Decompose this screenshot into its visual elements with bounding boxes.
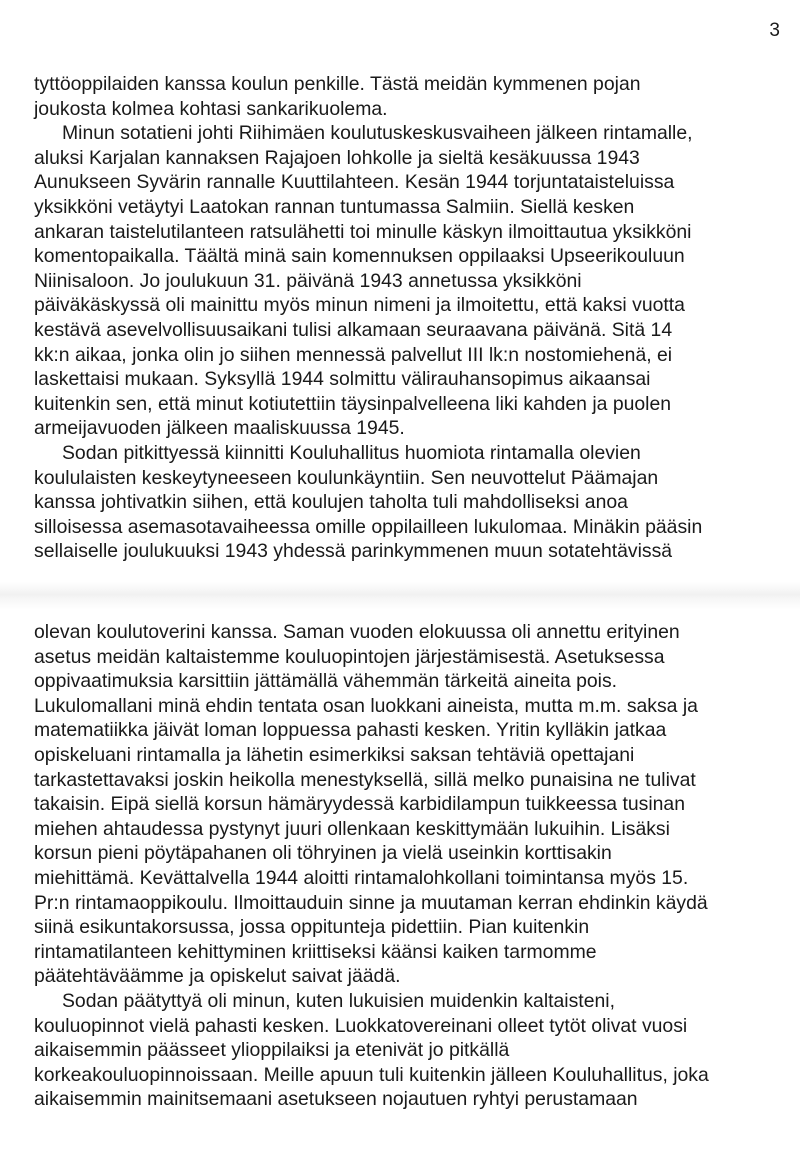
text-line: päätehtäväämme ja opiskelut saivat jäädä. [34, 965, 401, 988]
text-line: aikaisemmin päässeet ylioppilaiksi ja etenivät jo pitkällä [34, 1039, 510, 1062]
text-line: kanssa johtivatkin siihen, että koulujen taholta tuli mahdolliseksi anoa [34, 491, 628, 514]
text-line: Pr:n rintamaoppikoulu. Ilmoittauduin sinne ja muutaman kerran ehdinkin käydä [34, 891, 708, 914]
text-line: laskettaisi mukaan. Syksyllä 1944 solmittu välirauhansopimus aikaansai [34, 368, 651, 391]
text-line: siinä esikuntakorsussa, jossa oppitunteja pidettiin. Pian kuitenkin [34, 916, 590, 939]
text-line: matematiikka jäivät loman loppuessa pahasti kesken. Yritin kylläkin jatkaa [34, 719, 667, 742]
text-line: Lukulomallani minä ehdin tentata osan luokkani aineista, mutta m.m. saksa ja [34, 694, 698, 717]
text-line: päiväkäskyssä oli mainittu myös minun nimeni ja ilmoitettu, että kaksi vuotta [34, 294, 685, 317]
text-line: kestävä asevelvollisuusaikani tulisi alkamaan seuraavana päivänä. Sitä 14 [34, 318, 673, 341]
text-line: kouluopinnot vielä pahasti kesken. Luokkatovereinani olleet tytöt olivat vuosi [34, 1014, 688, 1037]
text-line: Aunukseen Syvärin rannalle Kuuttilahteen. Kesän 1944 torjuntataisteluissa [34, 171, 675, 194]
text-line: miehittämä. Kevättalvella 1944 aloitti rintamalohkollani toimintansa myös 15. [34, 866, 689, 889]
text-line: rintamatilanteen kehittyminen kriittiseksi käänsi kaiken tarmomme [34, 940, 597, 963]
text-line: tyttöoppilaiden kanssa koulun penkille. Tästä meidän kymmenen pojan [34, 73, 641, 95]
text-line: Niinisaloon. Jo joulukuun 31. päivänä 1943 annetussa yksikköni [34, 269, 582, 292]
text-line: korkeakouluopinnoissaan. Meille apuun tuli kuitenkin jälleen Kouluhallitus, joka [34, 1063, 709, 1086]
page-number: 3 [769, 20, 780, 41]
text-line: ankaran taistelutilanteen ratsulähetti toi minulle käskyn ilmoittautua yksikköni [34, 220, 692, 243]
text-line: Sodan pitkittyessä kiinnitti Kouluhallitus huomiota rintamalla olevien [62, 441, 641, 464]
text-line: asetus meidän kaltaistemme kouluopintojen järjestämisestä. Asetuksessa [34, 645, 665, 668]
text-line: olevan koulutoverini kanssa. Saman vuoden elokuussa oli annettu erityinen [34, 621, 680, 643]
text-line: kk:n aikaa, jonka olin jo siihen mennessä palvellut III lk:n nostomiehenä, ei [34, 343, 673, 366]
text-line: korsun pieni pöytäpahanen oli töhryinen ja vielä useinkin korttisakin [34, 842, 612, 865]
text-line: silloisessa asemasotavaiheessa omille oppilailleen lukulomaa. Minäkin pääsin [34, 515, 703, 538]
text-line: takaisin. Eipä siellä korsun hämäryydessä karbidilampun tuikkeessa tusinan [34, 793, 685, 816]
text-line: miehen ahtaudessa pystynyt juuri ollenkaan keskittymään lukuihin. Lisäksi [34, 817, 670, 840]
text-block-bottom [34, 620, 794, 1112]
text-line: Minun sotatieni johti Riihimäen koulutuskeskusvaiheen jälkeen rintamalle, [62, 122, 693, 145]
text-line: sellaiselle joulukuuksi 1943 yhdessä parinkymmenen muun sotatehtävissä [34, 540, 673, 563]
text-line: kuitenkin sen, että minut kotiutettiin täysinpalvelleena liki kahden ja puolen [34, 392, 672, 415]
text-line: aluksi Karjalan kannaksen Rajajoen lohkolle ja sieltä kesäkuussa 1943 [34, 146, 640, 169]
text-line: armeijavuoden jälkeen maaliskuussa 1945. [34, 417, 405, 440]
text-line: oppivaatimuksia karsittiin jättämällä vähemmän tärkeitä aineita pois. [34, 670, 618, 693]
page-fold [0, 582, 800, 610]
text-line: Sodan päätyttyä oli minun, kuten lukuisien muidenkin kaltaisteni, [62, 989, 615, 1012]
text-line: komentopaikalla. Täältä minä sain komennuksen oppilaaksi Upseerikouluun [34, 245, 685, 268]
text-line: tarkastettavaksi joskin heikolla menestyksellä, sillä melko punaisina ne tulivat [34, 768, 696, 791]
text-line: yksikköni vetäytyi Laatokan rannan tuntumassa Salmiin. Siellä kesken [34, 195, 635, 218]
text-line: aikaisemmin mainitsemaani asetukseen nojautuen ryhtyi perustamaan [34, 1088, 638, 1111]
text-line: opiskeluani rintamalla ja lähetin esimerkiksi saksan tehtäviä opettajani [34, 743, 635, 766]
text-block-top [34, 72, 794, 564]
text-line: joukosta kolmea kohtasi sankarikuolema. [34, 97, 388, 120]
text-line: koululaisten keskeytyneeseen koulunkäyntiin. Sen neuvottelut Päämajan [34, 466, 659, 489]
